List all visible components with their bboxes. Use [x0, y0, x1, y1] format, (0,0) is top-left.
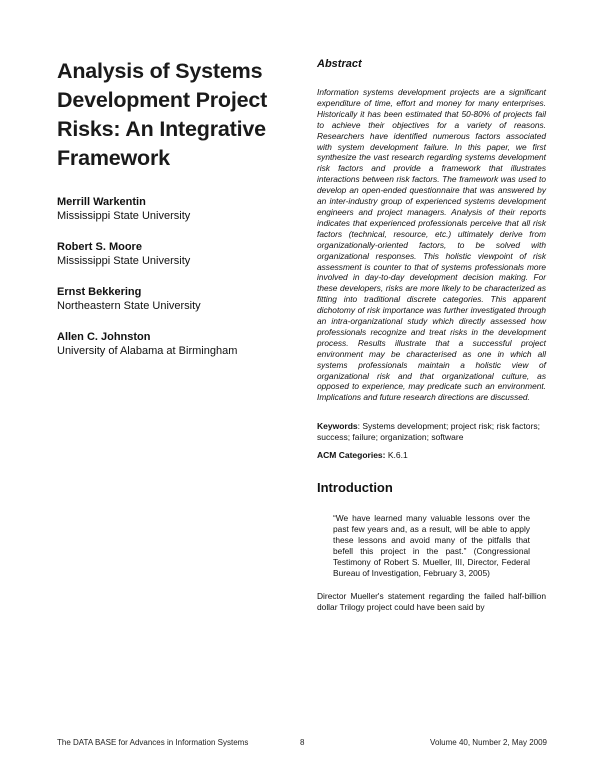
introduction-heading: Introduction	[317, 480, 393, 496]
author-affiliation: Mississippi State University	[57, 210, 191, 222]
keywords-line	[317, 421, 546, 443]
right-column	[317, 57, 546, 613]
author-affiliation: University of Alabama at Birmingham	[57, 345, 238, 357]
keywords-text: : Systems development; project risk; risk factors; success; failure; organization; software	[317, 421, 540, 443]
acm-categories-line	[317, 450, 546, 461]
author-block	[57, 285, 293, 313]
author-name: Ernst Bekkering	[57, 286, 142, 298]
acm-label: ACM Categories:	[317, 450, 386, 461]
keywords-label: Keywords	[317, 421, 358, 432]
paper-title: Analysis of Systems Development Project Risks: An Integrative Framework	[57, 59, 268, 170]
author-block	[57, 330, 293, 358]
author-block	[57, 195, 293, 223]
author-list	[57, 195, 293, 358]
intro-paragraph: Director Mueller's statement regarding the failed half-billion dollar Trilogy project could have been said by	[317, 590, 546, 612]
author-name: Allen C. Johnston	[57, 331, 151, 343]
abstract-text: Information systems development projects are a significant expenditure of time, effort and money for many enterprises. Historically it has been estimated that 50-80% of projects fail to achieve their objectives for a variety of reasons. Researchers have identified numerous factors associated with system development failure. In this paper, we first synthesize the vast research regarding systems development risk factors and provide a framework that illustrates interactions between risk factors. The framework was used to develop an open-ended questionnaire that was answered by an inter-industry group of experienced systems development engineers and project managers. Analysis of their reports indicates that experienced professionals perceive that all risk factors (technical, resource, etc.) ultimately derive from organizationally-oriented factors, to be solved with organizational responses. This holistic viewpoint of risk assessment is counter to that of systems professionals more involved in day-to-day development decision making. For these developers, risks are more likely to be characterized as fitting into traditional discrete categories. This apparent dichotomy of risk importance was further investigated through an intra-organizational study which directly assessed how professionals recognize and treat risks in the development process. Results illustrate that a successful project environment may be characterised as one in which all systems professionals maintain a holistic view of organizational risk and that organizational culture, as opposed to experience, may predicate such an environment. Implications and future research directions are discussed.	[317, 87, 546, 403]
author-name: Robert S. Moore	[57, 241, 142, 253]
author-block	[57, 240, 293, 268]
abstract-heading: Abstract	[317, 58, 362, 70]
author-name: Merrill Warkentin	[57, 196, 146, 208]
left-column	[57, 57, 293, 358]
author-affiliation: Northeastern State University	[57, 300, 201, 312]
footer-journal: The DATA BASE for Advances in Information Systems	[57, 738, 249, 747]
footer-volume: Volume 40, Number 2, May 2009	[430, 738, 547, 747]
footer-page-number: 8	[300, 738, 305, 747]
block-quote: “We have learned many valuable lessons over the past few years and, as a result, will be able to apply these lessons and avoid many of the pitfalls that befell this project in the past.” (Congressional Testimony of Robert S. Mueller, III, Director, Federal Bureau of Investigation, February 3, 2005)	[333, 513, 530, 578]
author-affiliation: Mississippi State University	[57, 255, 191, 267]
acm-value: K.6.1	[385, 450, 408, 461]
